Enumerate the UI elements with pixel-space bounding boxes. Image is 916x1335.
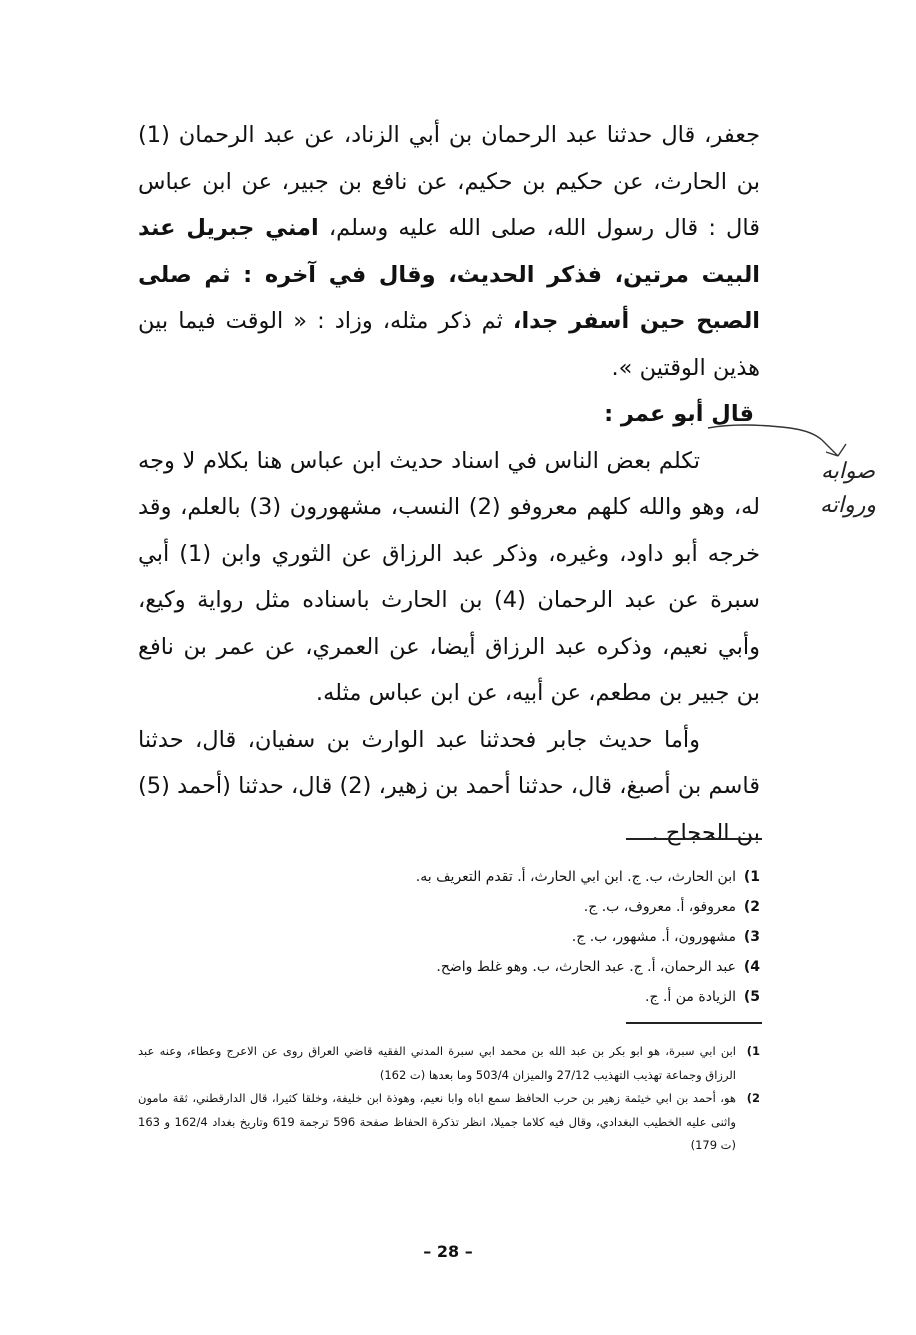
page-number: – 28 – [423, 1242, 473, 1261]
biographical-footnotes [138, 1040, 760, 1158]
paragraph-1-end: ثم ذكر مثله، وزاد : « الوقت فيما بين هذين الوقتين ». [138, 308, 760, 381]
footnote-text: الزيادة من أ. ج. [645, 989, 736, 1005]
footnote-item [138, 1087, 760, 1158]
variant-footnotes [300, 862, 760, 1012]
footnote-text: ابن ابي سبرة، هو ابو بكر بن عبد الله بن محمد ابي سبرة المدني الفقيه قاضي العراق روى عن الاعرج وعطاء، وعنه عبد الرزاق وجماعة تهذيب التهذيب 27/12 والميزان 503/4 وما بعدها (ت 162) [138, 1044, 736, 1082]
footnote-separator [626, 1022, 762, 1024]
handwritten-arrow-icon [0, 0, 916, 520]
paragraph-1-start: جعفر، قال حدثنا عبد الرحمان بن أبي الزناد، عن عبد الرحمان (1) بن الحارث، عن حكيم بن حكيم، عن نافع بن جبير، عن ابن عباس قال : قال رسول الله، صلى الله عليه وسلم، [138, 122, 760, 241]
footnote-separator [626, 838, 762, 840]
footnote-number: 2) [746, 1091, 760, 1105]
footnote-number: 3) [743, 929, 760, 945]
footnote-text: معروفو، أ. معروف، ب. ج. [583, 899, 736, 915]
footnote-number: 1) [746, 1044, 760, 1058]
footnote-text: عبد الرحمان، أ. ج. عبد الحارث، ب. وهو غلط واضح. [436, 959, 736, 975]
paragraph-3: وأما حديث جابر فحدثنا عبد الوارث بن سفيان، قال، حدثنا قاسم بن أصبغ، قال، حدثنا أحمد بن زهير، (2) قال، حدثنا (أحمد (5) بن الحجاج . [138, 726, 760, 846]
footnote-text: هو، أحمد بن ابي خيثمة زهير بن حرب الحافظ سمع اباه وابا نعيم، وهوذة ابن خليفة، وخلقا كثيرا، قال الدارقطني، ثقة مامون واثنى عليه الخطيب البغدادي، وقال فيه كلاما جميلا، انظر تذكرة الحفاظ صفحة 596 ترجمة 619 وتاريخ بغداد 162/4 و 163 (ت 179) [138, 1091, 736, 1152]
margin-note-line-2: ورواته [820, 493, 876, 518]
footnote-number: 5) [743, 989, 760, 1005]
footnote-text: ابن الحارث، ب. ج. ابن ابي الحارث، أ. تقدم التعريف به. [415, 869, 736, 885]
paragraph-1-bold: امني جبريل عند البيت مرتين، فذكر الحديث، وقال في آخره : ثم صلى الصبح حين أسفر جدا، [138, 215, 760, 334]
section-heading: قال أبو عمر : [604, 401, 754, 427]
footnote-item [300, 892, 760, 922]
footnote-item [138, 1040, 760, 1087]
footnote-item [300, 952, 760, 982]
footnote-item [300, 982, 760, 1012]
footnote-number: 4) [743, 959, 760, 975]
footnote-item [300, 922, 760, 952]
footnote-number: 2) [743, 899, 760, 915]
footnote-number: 1) [743, 869, 760, 885]
margin-note-line-1: صوابه [820, 459, 876, 484]
paragraph-2: تكلم بعض الناس في اسناد حديث ابن عباس هنا بكلام لا وجه له، وهو والله كلهم معروفو (2) النسب، مشهورون (3) بالعلم، وقد خرجه أبو داود، وغيره، وذكر عبد الرزاق عن الثوري وابن (1) أبي سبرة عن عبد الرحمان (4) بن الحارث باسناده مثل رواية وكيع، وأبي نعيم، وذكره عبد الرزاق أيضا، عن العمري، عن عمر بن نافع بن جبير بن مطعم، عن أبيه، عن ابن عباس مثله. [138, 447, 760, 706]
handwritten-margin-note [798, 455, 898, 523]
footnote-text: مشهورون، أ. مشهور، ب. ج. [571, 929, 736, 945]
footnote-item [300, 862, 760, 892]
